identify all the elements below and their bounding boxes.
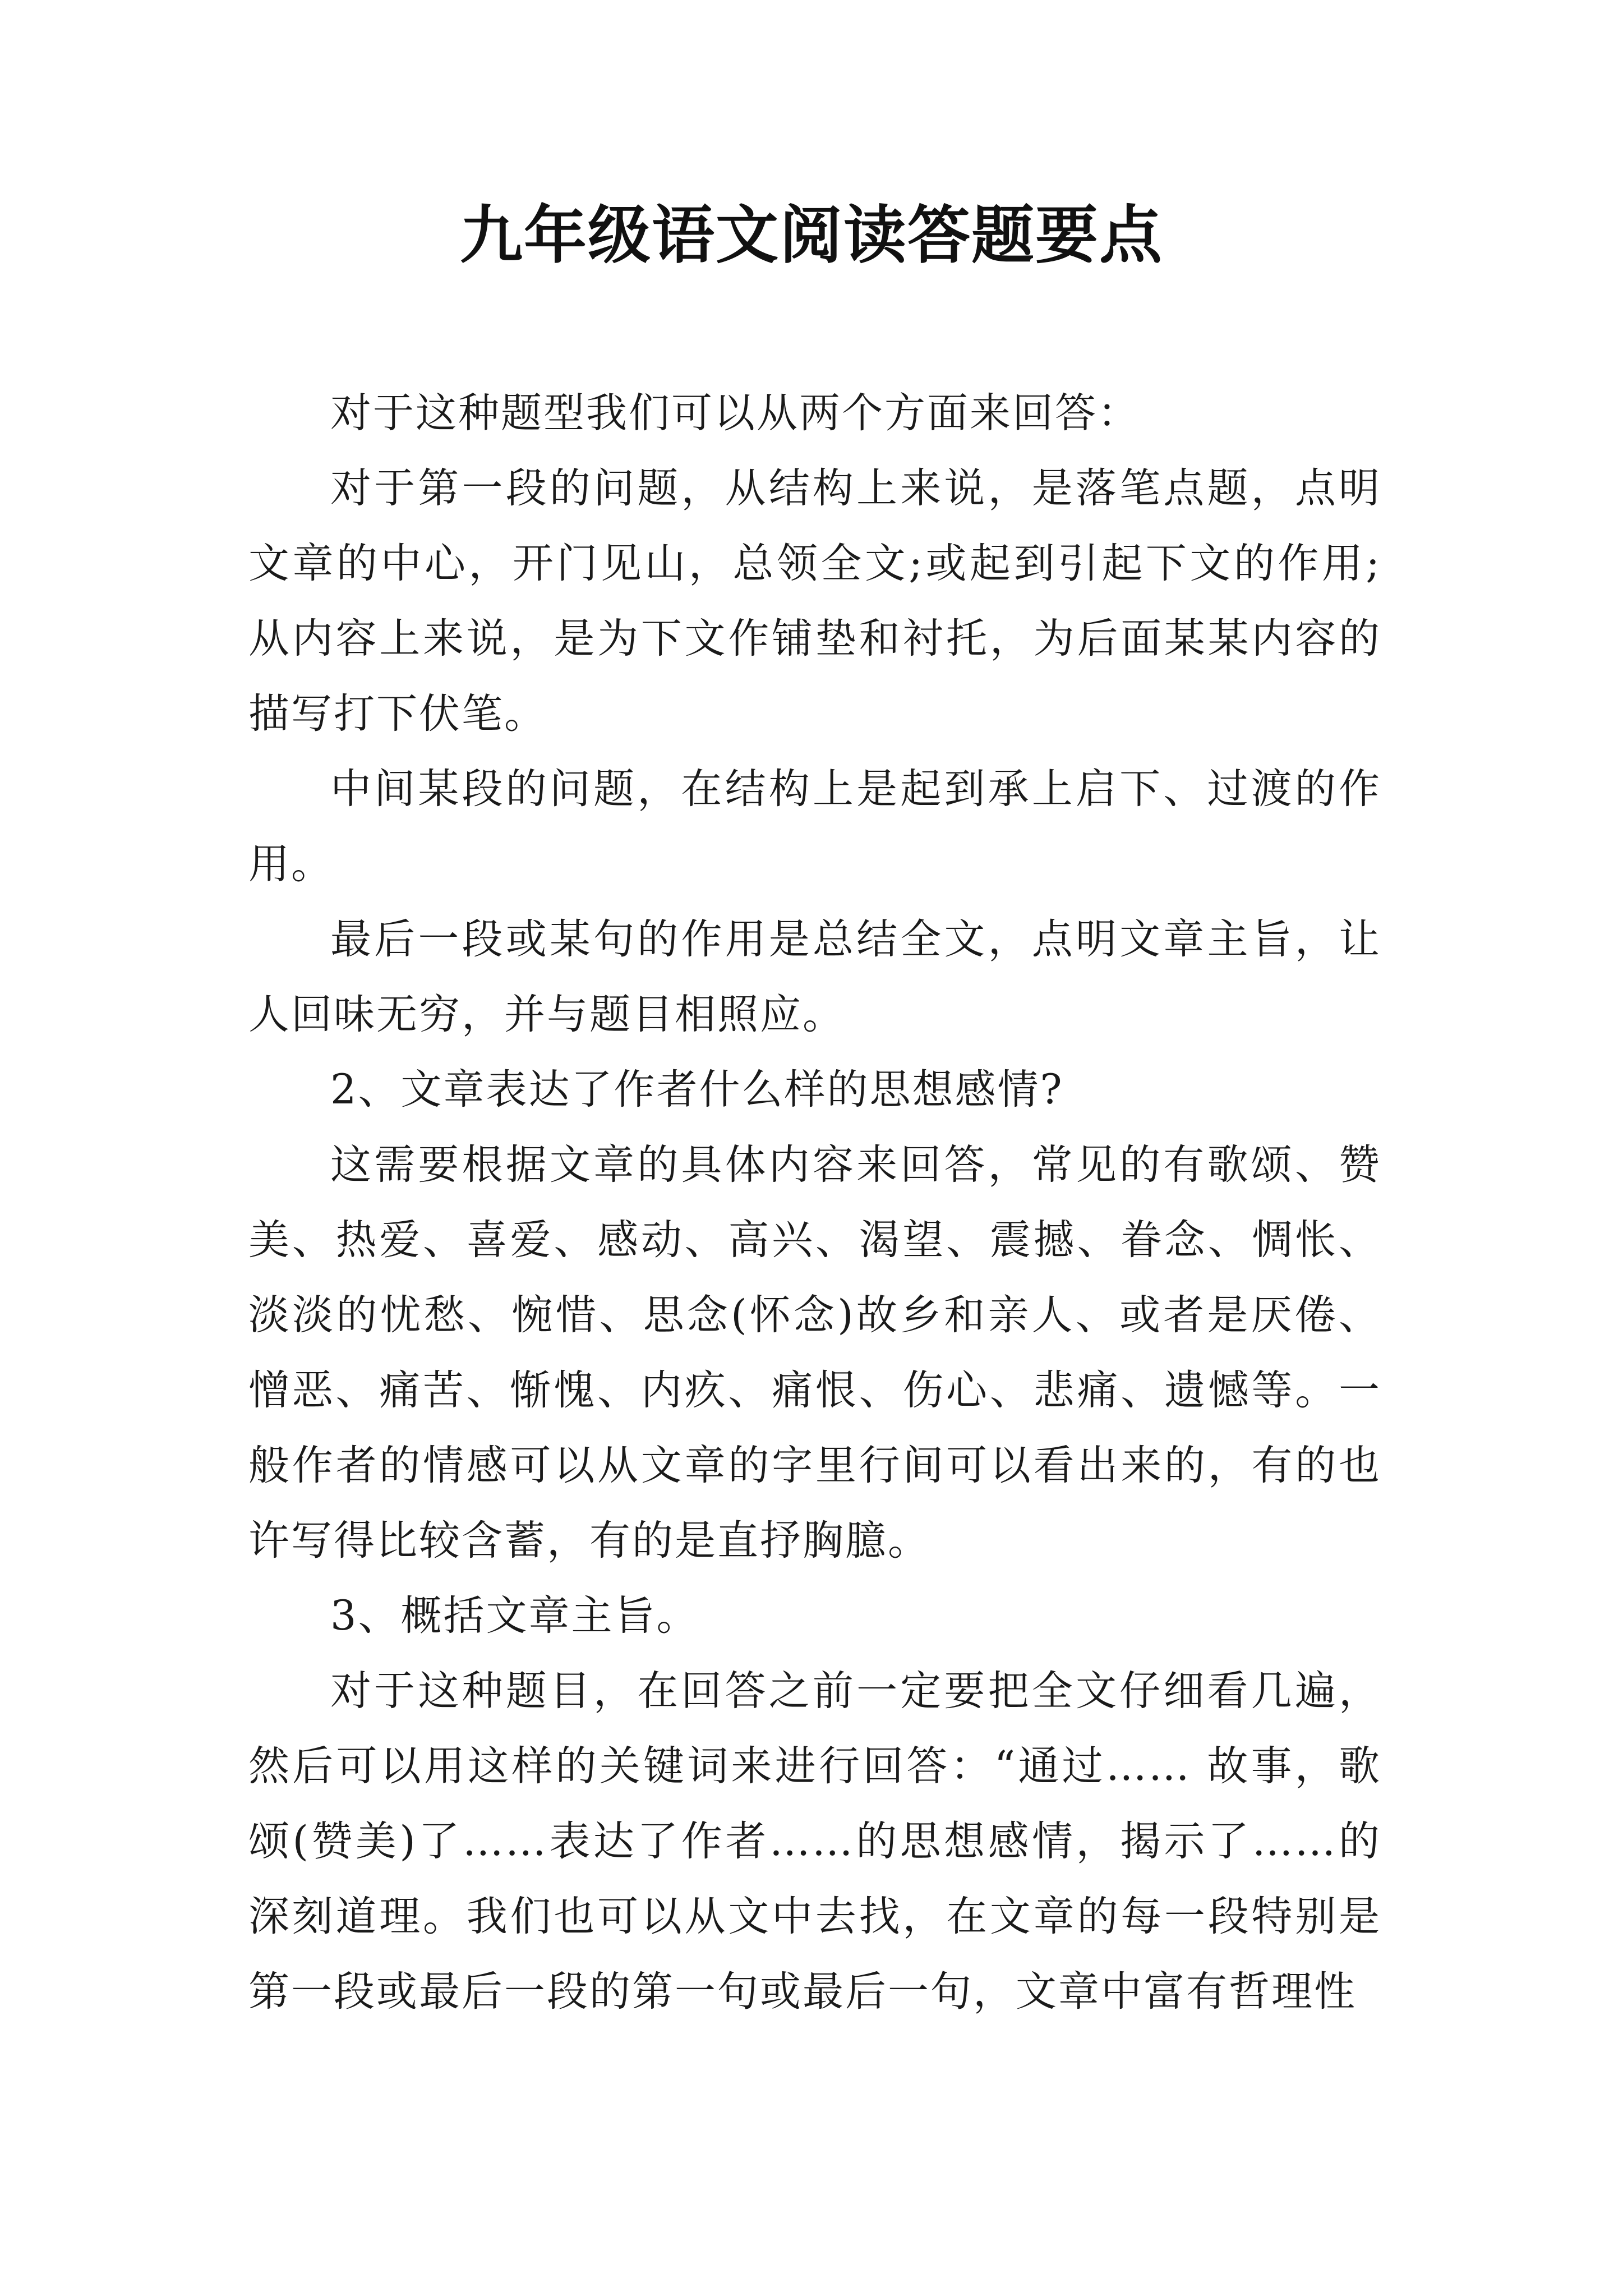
paragraph: 最后一段或某句的作用是总结全文，点明文章主旨，让人回味无穷，并与题目相照应。 bbox=[248, 915, 1381, 1038]
document-title: 九年级语文阅读答题要点 bbox=[460, 199, 1163, 272]
paragraph: 对于第一段的问题，从结构上来说，是落笔点题，点明文章的中心，开门见山，总领全文;或起到引起下文的作用;从内容上来说，是为下文作铺垫和衬托，为后面某某内容的描写打下伏笔。 bbox=[248, 464, 1381, 738]
paragraph: 对于这种题目，在回答之前一定要把全文仔细看几遍，然后可以用这样的关键词来进行回答：“通过…… 故事，歌颂(赞美)了……表达了作者……的思想感情，揭示了……的深刻道理。我们也可以从文中去找，在文章的每一段特别是第一段或最后一段的第一句或最后一句，文章中富有哲理性 bbox=[248, 1667, 1381, 2016]
paragraph: 对于这种题型我们可以从两个方面来回答： bbox=[330, 389, 1140, 437]
document-body bbox=[248, 376, 1381, 2030]
paragraph: 这需要根据文章的具体内容来回答，常见的有歌颂、赞美、热爱、喜爱、感动、高兴、渴望、震撼、眷念、惆怅、淡淡的忧愁、惋惜、思念(怀念)故乡和亲人、或者是厌倦、憎恶、痛苦、惭愧、内疚、痛恨、伤心、悲痛、遗憾等。一般作者的情感可以从文章的字里行间可以看出来的，有的也许写得比较含蓄，有的是直抒胸臆。 bbox=[248, 1141, 1381, 1565]
paragraph: 3、概括文章主旨。 bbox=[330, 1592, 699, 1640]
paragraph: 2、文章表达了作者什么样的思想感情? bbox=[330, 1066, 1064, 1114]
paragraph: 中间某段的问题，在结构上是起到承上启下、过渡的作用。 bbox=[248, 765, 1381, 888]
